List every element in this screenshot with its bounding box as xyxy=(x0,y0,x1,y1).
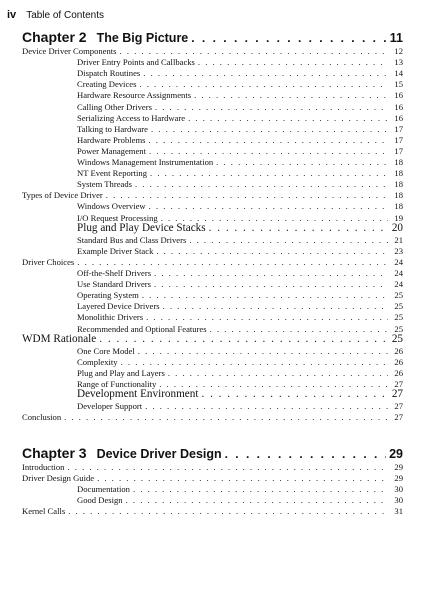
dot-leader xyxy=(168,368,388,378)
entry-page-number: 27 xyxy=(394,379,403,389)
dot-leader xyxy=(149,146,388,156)
entry-page-number: 31 xyxy=(394,506,403,517)
entry-page-number: 27 xyxy=(394,412,403,423)
chapter-heading[interactable] xyxy=(22,29,403,45)
entry-title: Driver Choices xyxy=(22,256,75,267)
entry-page-number: 27 xyxy=(391,388,403,401)
dot-leader xyxy=(138,346,388,356)
entry-title: Off-the-Shelf Drivers xyxy=(77,268,152,278)
toc-subentry[interactable] xyxy=(77,357,403,367)
entry-page-number: 30 xyxy=(394,484,403,495)
entry-page-number: 18 xyxy=(394,190,403,201)
toc-subentry[interactable] xyxy=(77,146,403,156)
toc-subentry[interactable] xyxy=(77,279,403,289)
entry-title: Hardware Resource Assignments xyxy=(77,90,192,101)
entry-title: Example Driver Stack xyxy=(77,245,154,256)
dot-leader xyxy=(143,68,388,78)
entry-title: Types of Device Driver xyxy=(22,190,103,201)
entry-title: Dispatch Routines xyxy=(77,68,141,79)
toc-entry[interactable] xyxy=(22,462,403,472)
dot-leader xyxy=(154,268,388,278)
dot-leader xyxy=(201,389,388,399)
entry-page-number: 18 xyxy=(394,157,403,167)
entry-title: Layered Device Drivers xyxy=(77,301,160,312)
dot-leader xyxy=(210,324,388,334)
entry-title: Driver Design Guide xyxy=(22,473,95,484)
toc-subentry[interactable] xyxy=(77,324,403,334)
dot-leader xyxy=(149,201,388,211)
dot-leader xyxy=(146,312,388,322)
dot-leader xyxy=(149,135,389,145)
entry-title: Documentation xyxy=(77,484,130,495)
entry-page-number: 26 xyxy=(394,345,403,356)
entry-title: Monolithic Drivers xyxy=(77,312,144,323)
toc-subentry[interactable] xyxy=(77,113,403,123)
dot-leader xyxy=(68,506,388,516)
toc-entry[interactable] xyxy=(22,506,403,516)
entry-title: WDM Rationale xyxy=(22,332,97,345)
entry-title: NT Event Reporting xyxy=(77,168,148,179)
dot-leader xyxy=(155,102,388,112)
entry-page-number: 18 xyxy=(394,201,403,212)
entry-page-number: 25 xyxy=(394,301,403,312)
dot-leader xyxy=(191,31,387,45)
toc-subentry[interactable] xyxy=(77,157,403,167)
entry-title: Calling Other Drivers xyxy=(77,101,152,112)
toc-subentry[interactable] xyxy=(77,223,403,233)
toc-subentry[interactable] xyxy=(77,90,403,100)
toc-subentry[interactable] xyxy=(77,179,403,189)
chapter-label: Chapter 2 xyxy=(22,29,87,45)
dot-leader xyxy=(77,257,388,267)
entry-title: Device Driver Components xyxy=(22,46,117,56)
dot-leader xyxy=(156,246,388,256)
entry-page-number: 14 xyxy=(394,68,403,79)
entry-title: System Threads xyxy=(77,179,132,190)
dot-leader xyxy=(106,190,388,200)
entry-page-number: 26 xyxy=(394,367,403,378)
dot-leader xyxy=(126,495,388,505)
entry-page-number: 24 xyxy=(394,256,403,267)
entry-page-number: 13 xyxy=(394,57,403,68)
toc-entry[interactable] xyxy=(22,473,403,483)
toc-subentry[interactable] xyxy=(77,346,403,356)
chapter-page-number: 29 xyxy=(389,447,403,461)
entry-title: Conclusion xyxy=(22,412,62,423)
entry-title: Standard Bus and Class Drivers xyxy=(77,234,187,245)
entry-page-number: 25 xyxy=(394,323,403,334)
entry-title: Windows Management Instrumentation xyxy=(77,157,214,167)
entry-page-number: 19 xyxy=(394,212,403,223)
entry-page-number: 16 xyxy=(394,112,403,123)
entry-title: Talking to Hardware xyxy=(77,123,148,134)
chapter-title: Device Driver Design xyxy=(96,447,222,461)
toc-subentry[interactable] xyxy=(77,135,403,145)
entry-page-number: 18 xyxy=(394,168,403,179)
entry-page-number: 16 xyxy=(394,101,403,112)
entry-page-number: 29 xyxy=(394,462,403,472)
chapter-page-number: 11 xyxy=(389,31,403,45)
entry-title: Plug and Play and Layers xyxy=(77,367,165,378)
entry-title: Recommended and Optional Features xyxy=(77,323,207,334)
entry-title: Good Design xyxy=(77,495,123,506)
entry-title: Windows Overview xyxy=(77,201,146,212)
dot-leader xyxy=(161,213,388,223)
entry-title: One Core Model xyxy=(77,345,135,356)
toc-subentry[interactable] xyxy=(77,235,403,245)
entry-page-number: 23 xyxy=(394,245,403,256)
toc-entry[interactable] xyxy=(22,412,403,422)
toc-subentry[interactable] xyxy=(77,68,403,78)
entry-title: Range of Functionality xyxy=(77,379,157,389)
entry-page-number: 16 xyxy=(394,90,403,101)
entry-page-number: 18 xyxy=(394,179,403,190)
dot-leader xyxy=(209,223,388,233)
entry-page-number: 17 xyxy=(394,123,403,134)
dot-leader xyxy=(67,462,388,472)
dot-leader xyxy=(225,447,386,461)
chapter-title: The Big Picture xyxy=(96,31,189,45)
toc-subentry[interactable] xyxy=(77,201,403,211)
entry-title: Serializing Access to Hardware xyxy=(77,112,186,123)
entry-title: Creating Devices xyxy=(77,79,137,90)
entry-title: Kernel Calls xyxy=(22,506,66,517)
entry-page-number: 25 xyxy=(394,312,403,323)
entry-page-number: 25 xyxy=(391,332,403,345)
chapter-label: Chapter 3 xyxy=(22,445,87,461)
dot-leader xyxy=(189,235,388,245)
dot-leader xyxy=(145,401,388,411)
entry-page-number: 12 xyxy=(394,46,403,56)
dot-leader xyxy=(151,124,388,134)
toc-subentry[interactable] xyxy=(77,213,403,223)
chapter-heading[interactable] xyxy=(22,445,403,461)
toc-subentry[interactable] xyxy=(77,79,403,89)
entry-page-number: 30 xyxy=(394,495,403,506)
toc-subentry[interactable] xyxy=(77,484,403,494)
dot-leader xyxy=(135,179,388,189)
dot-leader xyxy=(133,484,388,494)
toc-subentry[interactable] xyxy=(77,124,403,134)
dot-leader xyxy=(163,301,388,311)
entry-title: Developer Support xyxy=(77,401,143,412)
dot-leader xyxy=(198,57,388,67)
dot-leader xyxy=(97,473,388,483)
entry-page-number: 17 xyxy=(394,145,403,156)
dot-leader xyxy=(139,79,388,89)
dot-leader xyxy=(216,157,388,167)
toc-subentry[interactable] xyxy=(77,102,403,112)
toc-entry[interactable] xyxy=(22,46,403,56)
toc-subentry[interactable] xyxy=(77,312,403,322)
entry-page-number: 27 xyxy=(394,401,403,412)
entry-page-number: 26 xyxy=(394,356,403,367)
entry-page-number: 25 xyxy=(394,290,403,301)
entry-title: Driver Entry Points and Callbacks xyxy=(77,57,195,68)
dot-leader xyxy=(154,279,388,289)
entry-title: Introduction xyxy=(22,462,65,472)
dot-leader xyxy=(121,357,388,367)
entry-title: I/O Request Processing xyxy=(77,212,158,223)
dot-leader xyxy=(120,46,388,56)
entry-page-number: 20 xyxy=(391,221,403,234)
entry-page-number: 24 xyxy=(394,279,403,290)
entry-title: Hardware Problems xyxy=(77,134,146,145)
entry-page-number: 21 xyxy=(394,234,403,245)
toc-subentry[interactable] xyxy=(77,389,403,399)
dot-leader xyxy=(194,90,388,100)
running-head xyxy=(7,5,104,23)
toc-subentry[interactable] xyxy=(77,368,403,378)
entry-title: Power Management xyxy=(77,145,146,156)
entry-title: Development Environment xyxy=(77,388,199,401)
toc-subentry[interactable] xyxy=(77,246,403,256)
toc-subentry[interactable] xyxy=(77,495,403,505)
toc-entry[interactable] xyxy=(22,334,403,344)
entry-page-number: 15 xyxy=(394,79,403,90)
toc-subentry[interactable] xyxy=(77,401,403,411)
entry-title: Operating System xyxy=(77,290,139,301)
toc-subentry[interactable] xyxy=(77,268,403,278)
running-head-title: Table of Contents xyxy=(26,10,105,21)
running-head-page-number: iv xyxy=(7,9,17,21)
entry-title: Plug and Play Device Stacks xyxy=(77,221,206,234)
toc-entry[interactable] xyxy=(22,257,403,267)
toc-subentry[interactable] xyxy=(77,290,403,300)
dot-leader xyxy=(142,290,388,300)
entry-page-number: 17 xyxy=(394,134,403,145)
toc-subentry[interactable] xyxy=(77,57,403,67)
dot-leader xyxy=(150,168,388,178)
entry-title: Use Standard Drivers xyxy=(77,279,151,290)
dot-leader xyxy=(188,113,388,123)
toc-entry[interactable] xyxy=(22,190,403,200)
toc-subentry[interactable] xyxy=(77,301,403,311)
entry-page-number: 24 xyxy=(394,268,403,278)
toc-subentry[interactable] xyxy=(77,168,403,178)
dot-leader xyxy=(99,334,388,344)
entry-title: Complexity xyxy=(77,356,118,367)
dot-leader xyxy=(64,412,388,422)
entry-page-number: 29 xyxy=(394,473,403,484)
